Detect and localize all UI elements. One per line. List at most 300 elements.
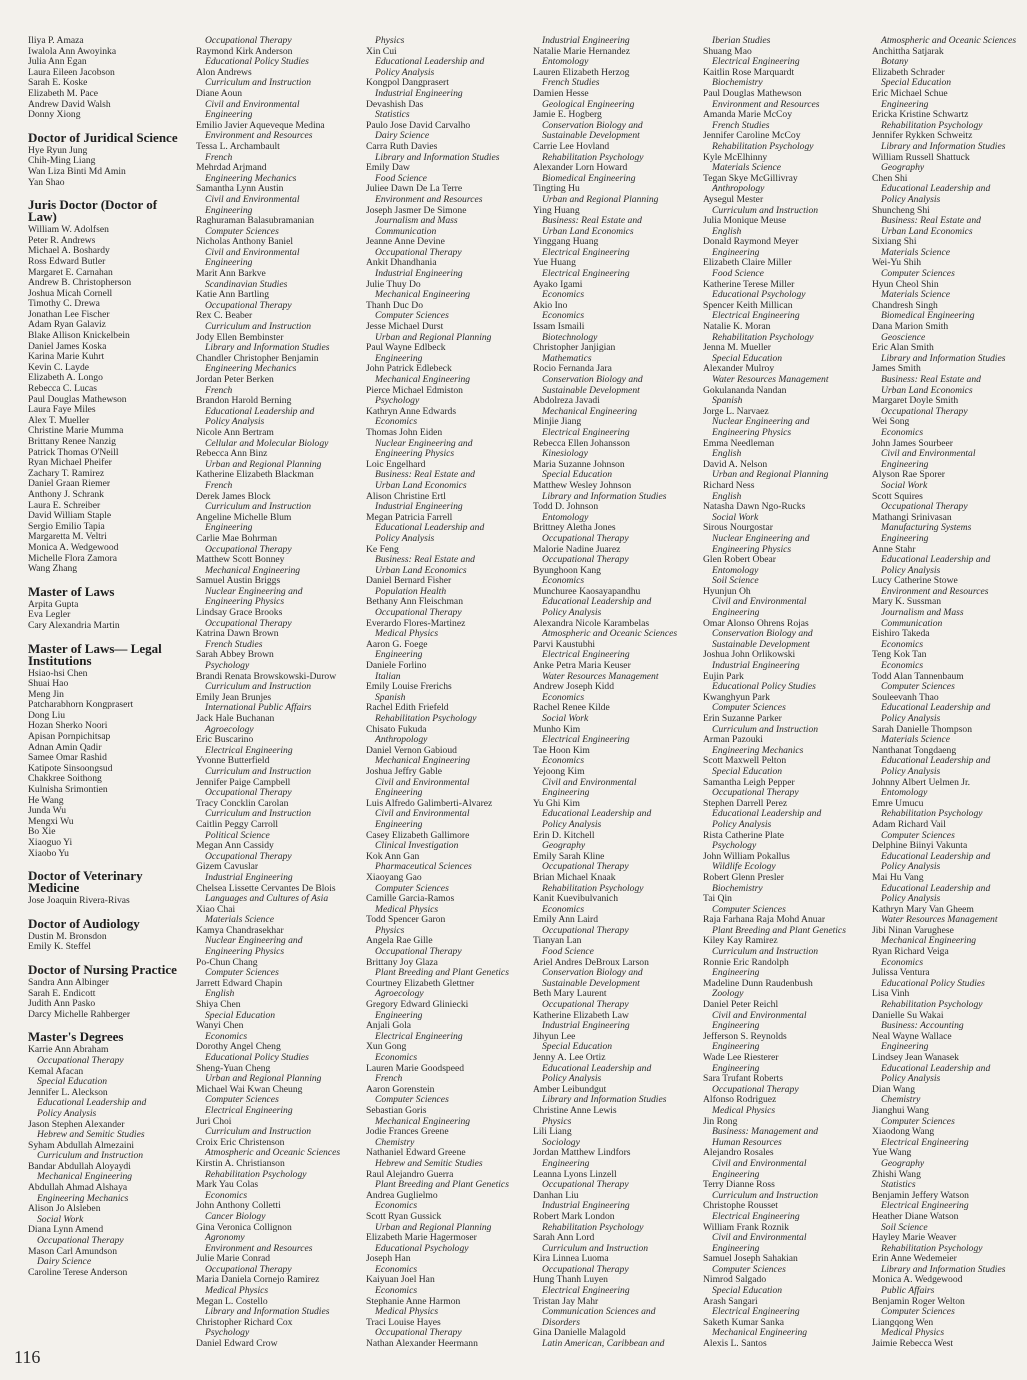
degree-field: Wildlife Ecology (712, 861, 776, 873)
graduate-name: Maria Suzanne Johnson (533, 458, 625, 470)
graduate-name: Alfonso Rodriguez (703, 1094, 777, 1106)
degree-field: Water Resources Management (712, 374, 829, 385)
graduate-name: Chisato Fukuda (366, 723, 427, 735)
degree-field: Occupational Therapy (375, 246, 462, 258)
degree-field: Economics (542, 575, 585, 587)
degree-field: Educational Leadership and (542, 1062, 652, 1074)
graduate-name: Meng Jin (28, 688, 64, 700)
degree-field: Policy Analysis (375, 66, 435, 78)
graduate-name: Arpita Gupta (28, 598, 79, 610)
graduate-name: Wei-Yu Shih (872, 257, 922, 269)
graduate-name: He Wang (28, 794, 64, 806)
degree-field: Computer Sciences (375, 1094, 449, 1106)
section-heading: Doctor of Juridical Science (28, 129, 178, 145)
graduate-name: Samantha Leigh Pepper (703, 776, 795, 788)
graduate-name: Hung Thanh Luyen (533, 1274, 608, 1286)
degree-field: Entomology (881, 787, 928, 799)
degree-field: Social Work (542, 713, 589, 724)
graduate-name: Alex T. Mueller (28, 414, 90, 426)
degree-field: Anthropology (375, 734, 428, 746)
graduate-name: Paul Douglas Mathewson (28, 393, 127, 405)
degree-field: Mechanical Engineering (375, 755, 471, 767)
degree-field: Computer Sciences (712, 702, 786, 714)
degree-field: Occupational Therapy (205, 35, 292, 46)
degree-field: Educational Psychology (712, 289, 806, 301)
graduate-name: Nicole Ann Bertram (196, 426, 274, 438)
degree-field: Mathematics (542, 352, 592, 364)
graduate-name: Lisa Vinh (872, 988, 910, 1000)
page-number: 116 (14, 1347, 41, 1367)
degree-field: Social Work (37, 1213, 84, 1225)
graduate-name: John William Pokallus (703, 850, 790, 862)
graduate-name: Jodie Frances Greene (366, 1126, 449, 1138)
graduate-name: Raul Alejandro Guerra (366, 1168, 454, 1180)
graduate-name: Erin Suzanne Parker (703, 713, 782, 724)
graduate-name: Yvonne Butterfield (196, 755, 270, 767)
graduate-name: Robert Glenn Presler (703, 871, 784, 883)
degree-field: French (205, 384, 233, 396)
degree-field: Economics (542, 289, 585, 301)
graduate-name: Chih-Ming Liang (28, 155, 96, 167)
graduate-name: Stephen Darrell Perez (703, 797, 788, 809)
graduate-name: Sirous Nourgostar (703, 522, 773, 534)
graduate-name: Dorothy Angel Cheng (196, 1041, 281, 1053)
graduate-name: Alexandra Nicole Karambelas (533, 617, 650, 629)
graduate-name: Stephanie Anne Harmon (366, 1295, 461, 1307)
graduate-name: Tessa L. Archambault (196, 140, 280, 152)
graduate-name: Karrie Ann Abraham (28, 1044, 109, 1056)
degree-field: Dairy Science (375, 130, 430, 142)
graduate-name: Souleevanh Thao (872, 691, 939, 703)
graduate-name: Pierce Michael Edmiston (366, 384, 463, 396)
graduate-name: Jarrett Edward Chapin (196, 977, 283, 989)
degree-field: Civil and Environmental (205, 98, 300, 110)
degree-field: Policy Analysis (881, 713, 941, 724)
degree-field: Educational Leadership and (542, 596, 652, 608)
degree-field: Business: Real Estate and (542, 215, 642, 227)
graduate-name: Jennifer Paige Campbell (196, 776, 291, 788)
degree-field: Occupational Therapy (542, 554, 629, 566)
degree-field: Rehabilitation Psychology (881, 1242, 983, 1254)
degree-field: Plant Breeding and Plant Genetics (375, 1179, 509, 1191)
graduate-name: Blake Allison Knickelbein (28, 330, 130, 342)
graduate-name: Eric Michael Schue (872, 87, 948, 99)
graduate-name: Terry Dianne Ross (703, 1179, 775, 1191)
degree-field: Engineering (712, 1041, 760, 1053)
graduate-name: Alexander Mulroy (703, 363, 775, 375)
graduate-name: Yinggang Huang (533, 236, 599, 248)
graduate-name: Nathan Alexander Heermann (366, 1338, 478, 1350)
degree-field: Policy Analysis (37, 1107, 97, 1119)
graduate-name: Peter R. Andrews (28, 234, 96, 246)
degree-field: Civil and Environmental (375, 776, 470, 788)
degree-field: Cellular and Molecular Biology (205, 437, 329, 449)
degree-field: Computer Sciences (881, 1115, 955, 1127)
graduate-name: Leanna Lyons Linzell (533, 1168, 617, 1180)
graduate-name: Julia Ann Egan (28, 56, 87, 68)
degree-field: Economics (542, 903, 585, 915)
graduate-name: Jefferson S. Reynolds (703, 1030, 787, 1042)
degree-field: Biomedical Engineering (542, 172, 636, 184)
graduate-name: Eric Buscarino (196, 734, 254, 746)
degree-field: Educational Leadership and (881, 755, 991, 767)
graduate-name: Shuncheng Shi (872, 204, 930, 216)
graduate-name: Mai Hu Vang (872, 871, 924, 883)
degree-field: Rehabilitation Psychology (881, 808, 983, 820)
degree-field: Civil and Environmental (375, 808, 470, 820)
graduate-name: Matthew Wesley Johnson (533, 479, 632, 491)
graduate-name: Jin Rong (703, 1115, 738, 1127)
graduate-name: Jihyun Lee (533, 1030, 576, 1042)
degree-field: English (205, 988, 235, 1000)
degree-field: Occupational Therapy (205, 787, 292, 799)
degree-field: Special Education (712, 352, 783, 364)
graduate-name: Joshua Micah Cornell (28, 287, 113, 299)
graduate-name: Matthew Scott Bonney (196, 554, 285, 566)
graduate-name: Samuel Joseph Sahakian (703, 1253, 798, 1265)
graduate-name: Patcharabhorn Kongprasert (28, 699, 134, 711)
graduate-name: Laura E. Schreiber (28, 499, 101, 511)
degree-field: Medical Physics (375, 628, 439, 640)
graduate-name: Jonathan Lee Fischer (28, 308, 110, 320)
degree-field: Plant Breeding and Plant Genetics (375, 967, 509, 979)
degree-field: Urban and Regional Planning (205, 458, 322, 470)
graduate-name: Juliee Dawn De La Terre (366, 183, 463, 195)
degree-field: Urban and Regional Planning (712, 469, 829, 481)
degree-field: Environment and Resources (712, 98, 820, 110)
degree-field: Engineering (712, 607, 760, 619)
degree-field: Educational Leadership and (375, 522, 485, 534)
degree-field: Materials Science (712, 162, 781, 174)
graduate-name: John Patrick Edlebeck (366, 363, 452, 375)
column-1 (28, 36, 188, 1278)
degree-field: Mechanical Engineering (37, 1171, 133, 1183)
graduate-name: Megan Patricia Farrell (366, 511, 453, 523)
degree-field: Occupational Therapy (881, 405, 968, 417)
graduate-name: Aysegul Mester (703, 193, 764, 205)
degree-field: Sociology (542, 1136, 580, 1148)
degree-field: Communication Sciences and (542, 1306, 656, 1318)
graduate-name: Diana Lynn Amend (28, 1224, 104, 1236)
degree-field: Engineering (205, 522, 253, 534)
degree-field: Computer Sciences (375, 310, 449, 322)
graduate-name: Kathryn Anne Edwards (366, 405, 457, 417)
graduate-name: Joshua Jeffry Gable (366, 765, 443, 777)
degree-field: French (375, 1073, 403, 1085)
graduate-name: Jennifer L. Aleckson (28, 1086, 108, 1098)
graduate-name: Dustin M. Bronsdon (28, 930, 107, 942)
degree-field: Educational Policy Studies (881, 977, 985, 989)
degree-field: Languages and Cultures of Asia (205, 893, 329, 905)
degree-field: Occupational Therapy (881, 501, 968, 513)
graduate-name: Joshua John Orlikowski (703, 649, 796, 661)
graduate-name: Michael A. Boshardy (28, 245, 110, 257)
graduate-name: Hayley Marie Weaver (872, 1232, 957, 1244)
degree-field: Economics (205, 1030, 248, 1042)
graduate-name: Todd D. Johnson (533, 501, 599, 513)
degree-field: Electrical Engineering (375, 1030, 463, 1042)
graduate-name: Laura Eileen Jacobson (28, 66, 115, 78)
degree-field: Agroecology (375, 988, 424, 1000)
graduate-name: Lauren Marie Goodspeed (366, 1062, 465, 1074)
degree-field: Scandinavian Studies (205, 278, 288, 290)
graduate-name: Ying Huang (533, 204, 580, 216)
degree-field: Medical Physics (375, 1306, 439, 1318)
degree-field: Civil and Environmental (712, 596, 807, 608)
degree-field: Medical Physics (881, 1327, 945, 1339)
graduate-name: Ryan Michael Pheifer (28, 457, 112, 469)
degree-field: French Studies (542, 77, 600, 89)
graduate-name: Jordan Matthew Lindfors (533, 1147, 631, 1159)
graduate-name: Xiao Chai (196, 903, 236, 915)
graduate-name: Brandi Renata Browskowski-Durow (196, 670, 337, 682)
degree-field: Soil Science (881, 1221, 928, 1233)
graduate-name: Kira Linnea Luoma (533, 1253, 609, 1265)
degree-field: Mechanical Engineering (712, 1327, 808, 1339)
degree-field: Policy Analysis (542, 607, 602, 619)
degree-field: Business: Real Estate and (375, 469, 475, 481)
graduate-name: Glen Robert Obear (703, 554, 776, 566)
graduate-name: Hsiao-hsi Chen (28, 667, 88, 679)
degree-field: Engineering (881, 532, 929, 544)
graduate-name: Traci Louise Hayes (366, 1316, 441, 1328)
degree-field: Policy Analysis (205, 416, 265, 428)
graduate-name: Katipote Sinsoongsud (28, 762, 113, 774)
graduate-name: William W. Adolfsen (28, 224, 109, 236)
graduate-name: John Anthony Colletti (196, 1200, 281, 1212)
degree-field: French (205, 151, 233, 163)
column-5 (703, 36, 871, 1350)
degree-field: Occupational Therapy (542, 861, 629, 873)
graduate-name: Rachel Edith Friefeld (366, 702, 449, 714)
degree-field: Engineering (712, 1020, 760, 1032)
graduate-name: Brian Michael Knaak (533, 871, 616, 883)
graduate-name: Margaret Doyle Smith (872, 395, 959, 407)
degree-field: Social Work (712, 511, 759, 523)
graduate-name: Richard Ness (703, 479, 755, 491)
graduate-name: Jordan Peter Berken (196, 374, 274, 385)
graduate-name: Iwalola Ann Awoyinka (28, 45, 117, 57)
graduate-name: Derek James Block (196, 490, 271, 502)
degree-field: Water Resources Management (881, 914, 998, 926)
degree-field: Anthropology (712, 183, 765, 195)
graduate-name: Scott Squires (872, 490, 923, 502)
graduate-name: Daniel Bernard Fisher (366, 575, 452, 587)
graduate-name: Alejandro Rosales (703, 1147, 774, 1159)
graduate-name: Kyle McElhinny (703, 151, 768, 163)
degree-field: Food Science (542, 946, 594, 958)
degree-field: Rehabilitation Psychology (712, 331, 814, 343)
degree-field: Sustainable Development (542, 384, 640, 396)
degree-field: Clinical Investigation (375, 840, 459, 852)
graduate-name: Luis Alfredo Galimberti-Alvarez (366, 797, 493, 809)
degree-field: Special Education (542, 469, 613, 481)
graduate-name: Wade Lee Riesterer (703, 1052, 779, 1063)
degree-field: Economics (881, 638, 924, 650)
graduate-name: Emilio Javier Aqueveque Medina (196, 119, 325, 131)
section-heading: Doctor of Nursing Practice (28, 961, 177, 977)
degree-field: Electrical Engineering (712, 1306, 800, 1318)
graduate-name: Joseph Han (366, 1253, 411, 1265)
degree-field: Business: Real Estate and (881, 374, 981, 385)
degree-field: Italian (375, 670, 401, 682)
graduate-name: Jennifer Rykken Schweitz (872, 130, 973, 142)
degree-field: Nuclear Engineering and (375, 437, 473, 449)
degree-field: Educational Leadership and (881, 1062, 991, 1074)
degree-field: Engineering (375, 1009, 423, 1021)
graduate-name: Yue Huang (533, 257, 576, 269)
degree-field: Electrical Engineering (205, 1104, 293, 1116)
degree-field: Engineering Physics (205, 946, 285, 958)
graduate-name: Beth Mary Laurent (533, 988, 607, 1000)
graduate-name: Samuel Austin Briggs (196, 575, 281, 587)
degree-field: Rehabilitation Psychology (375, 713, 477, 724)
degree-field: Medical Physics (375, 903, 439, 915)
graduate-name: Chen Shi (872, 172, 908, 184)
degree-field: Occupational Therapy (542, 999, 629, 1011)
graduate-name: Casey Elizabeth Gallimore (366, 829, 470, 841)
degree-field: Special Education (712, 1285, 783, 1297)
graduate-name: Angela Rae Gille (366, 935, 433, 947)
graduate-name: Sarah E. Koske (28, 77, 88, 89)
graduate-name: Juri Choi (196, 1115, 232, 1127)
column-3 (366, 36, 532, 1350)
degree-field: Educational Psychology (375, 1242, 469, 1254)
graduate-name: Damien Hesse (533, 87, 589, 99)
graduate-name: Mathangi Srinivasan (872, 511, 952, 523)
degree-field: Materials Science (205, 914, 274, 926)
graduate-name: Cary Alexandria Martin (28, 619, 120, 631)
degree-field: Engineering (375, 352, 423, 364)
degree-field: Economics (542, 755, 585, 767)
graduate-name: Jamie E. Hogberg (533, 109, 602, 121)
degree-field: Policy Analysis (542, 818, 602, 830)
graduate-name: Everardo Flores-Martinez (366, 617, 466, 629)
graduate-name: Daniele Forlino (366, 660, 427, 672)
degree-field: French Studies (712, 119, 770, 131)
degree-field: Computer Sciences (881, 268, 955, 280)
graduate-name: Ayako Igami (533, 278, 583, 290)
graduate-name: Laura Faye Miles (28, 404, 96, 416)
degree-field: Special Education (881, 77, 952, 89)
degree-field: Industrial Engineering (375, 87, 463, 99)
graduate-name: Madeline Dunn Raudenbush (703, 977, 813, 989)
degree-field: Educational Leadership and (375, 56, 485, 68)
graduate-name: Julissa Ventura (872, 967, 930, 979)
graduate-name: Lucy Catherine Stowe (872, 575, 958, 587)
degree-field: Spanish (375, 691, 406, 703)
graduate-name: Minjie Jiang (533, 416, 582, 428)
graduate-name: Sara Trufant Roberts (703, 1073, 783, 1085)
degree-field: French Studies (205, 638, 263, 650)
graduate-name: Hyunjun Oh (703, 585, 751, 597)
degree-field: Rehabilitation Psychology (712, 140, 814, 152)
graduate-name: Wan Liza Binti Md Amin (28, 165, 126, 177)
degree-field: Political Science (205, 829, 270, 841)
graduate-name: Anthony J. Schrank (28, 488, 104, 500)
degree-field: Educational Leadership and (542, 808, 652, 820)
degree-field: Soil Science (712, 575, 759, 587)
degree-field: Library and Information Studies (881, 1263, 1006, 1275)
graduate-name: Megan Ann Cassidy (196, 840, 274, 852)
graduate-name: Robert Mark London (533, 1210, 615, 1222)
graduate-name: Natasha Dawn Ngo-Rucks (703, 501, 806, 513)
graduate-name: Angeline Michelle Blum (196, 511, 292, 523)
degree-field: Materials Science (881, 734, 950, 746)
graduate-name: Nimrod Salgado (703, 1274, 767, 1286)
degree-field: Nuclear Engineering and (205, 935, 303, 947)
degree-field: Psychology (375, 395, 420, 407)
graduate-name: Julie Marie Conrad (196, 1253, 271, 1265)
degree-field: Statistics (375, 109, 410, 121)
degree-field: Curriculum and Instruction (205, 501, 312, 513)
graduate-name: Margaret E. Carnahan (28, 266, 113, 278)
graduate-name: Ronnie Eric Randolph (703, 956, 789, 968)
graduate-name: Croix Eric Christenson (196, 1136, 285, 1148)
degree-field: Library and Information Studies (881, 352, 1006, 364)
degree-field: Engineering (712, 1062, 760, 1074)
graduate-name: Chakkree Soithong (28, 773, 102, 785)
graduate-name: Emily Daw (366, 162, 410, 174)
degree-field: Economics (542, 310, 585, 322)
graduate-name: Ankit Dhandhania (366, 257, 437, 269)
degree-field: Curriculum and Instruction (37, 1150, 144, 1162)
degree-field: Economics (375, 416, 418, 428)
degree-field: Occupational Therapy (205, 850, 292, 862)
graduate-name: Teng Kok Tan (872, 649, 927, 661)
graduate-name: Yue Wang (872, 1147, 912, 1159)
graduate-name: Todd Alan Tannenbaum (872, 670, 964, 682)
degree-field: Library and Information Studies (205, 1306, 330, 1318)
degree-field: Communication (881, 617, 943, 629)
degree-field: Chemistry (375, 1136, 415, 1148)
degree-field: Entomology (542, 511, 589, 523)
degree-field: Civil and Environmental (712, 1157, 807, 1169)
graduate-name: Abdullah Ahmad Alshaya (28, 1182, 128, 1194)
degree-field: Computer Sciences (881, 829, 955, 841)
degree-field: Special Education (712, 765, 783, 777)
graduate-name: Benjamin Roger Welton (872, 1295, 965, 1307)
graduate-name: Elizabeth Marie Hagermoser (366, 1232, 477, 1244)
section-heading: Master's Degrees (28, 1029, 124, 1045)
graduate-name: Caroline Terese Anderson (28, 1266, 128, 1278)
graduate-name: Natalie K. Moran (703, 321, 771, 333)
degree-field: Engineering Mechanics (205, 363, 297, 375)
degree-field: Mechanical Engineering (205, 564, 301, 576)
graduate-name: Todd Spencer Garon (366, 914, 446, 926)
degree-field: Urban and Regional Planning (542, 193, 659, 205)
graduate-name: Andrew B. Christopherson (28, 277, 132, 289)
graduate-name: Kaiyuan Joel Han (366, 1274, 435, 1286)
column-2 (196, 36, 364, 1350)
degree-field: Occupational Therapy (375, 607, 462, 619)
graduate-name: Nanthanat Tongdaeng (872, 744, 957, 756)
graduate-name: Rebecca Ann Binz (196, 448, 268, 460)
graduate-name: Caitlin Peggy Carroll (196, 818, 279, 830)
graduate-name: Sarah E. Endicott (28, 987, 96, 999)
degree-field: Zoology (712, 988, 744, 1000)
degree-field: Botany (881, 56, 909, 68)
graduate-name: Sarah Ann Lord (533, 1232, 595, 1244)
graduate-name: Yejoong Kim (533, 765, 585, 777)
graduate-name: Eric Alan Smith (872, 342, 934, 354)
graduate-name: Tae Hoon Kim (533, 744, 590, 756)
graduate-name: Katherine Elizabeth Law (533, 1009, 629, 1021)
graduate-name: Brittney Aletha Jones (533, 522, 616, 534)
degree-field: Conservation Biology and (542, 374, 643, 385)
graduate-name: Mason Carl Amundson (28, 1245, 118, 1257)
graduate-name: Emily Jean Brunjes (196, 691, 272, 703)
